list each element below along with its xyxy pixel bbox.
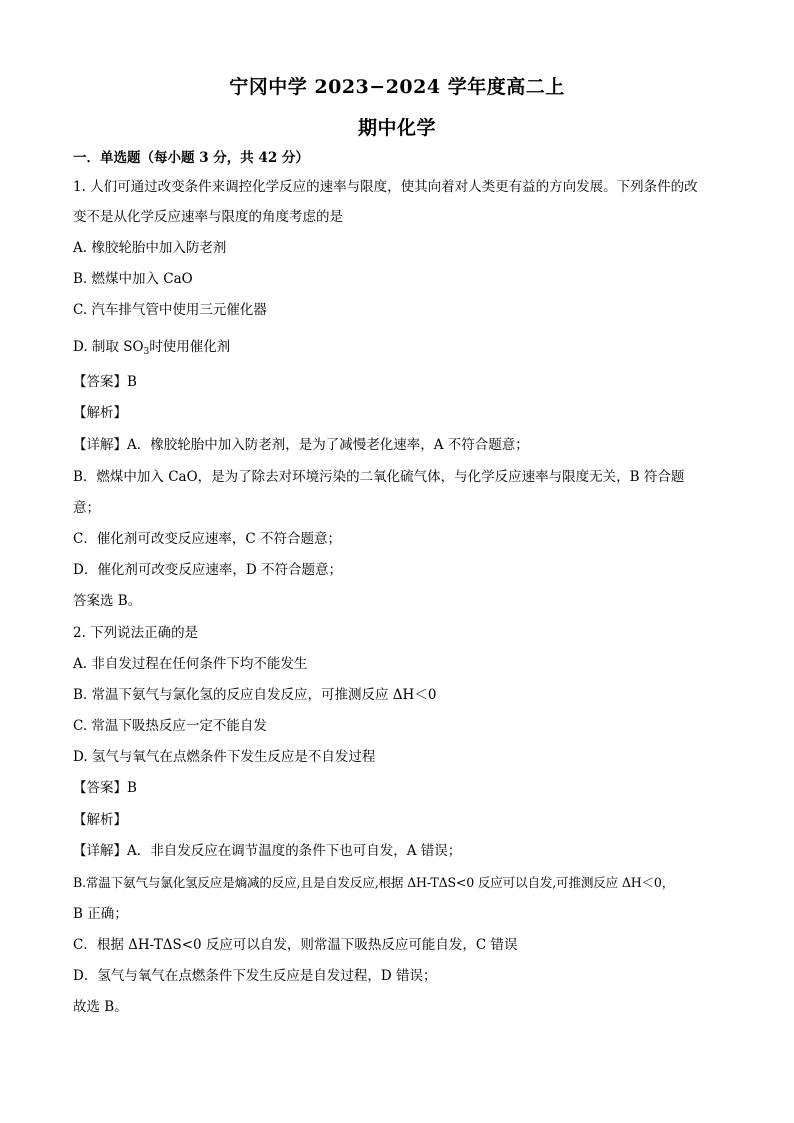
q2-option-d: D. 氢气与氧气在点燃条件下发生反应是不自发过程 bbox=[73, 749, 376, 765]
q1-option-d bbox=[73, 338, 733, 361]
q2-detail-c: C．根据 ΔH-TΔS<0 反应可以自发，则常温下吸热反应可能自发，C 错误 bbox=[73, 937, 518, 953]
q1-option-d-prefix: D. 制取 bbox=[73, 339, 124, 355]
q2-analysis-label: 【解析】 bbox=[73, 812, 127, 828]
detail-label: 【详解】 bbox=[73, 843, 127, 859]
q1-detail-a: 【详解】A．橡胶轮胎中加入防老剂，是为了减慢老化速率，A 不符合题意； bbox=[73, 437, 529, 453]
q1-detail-c: C．催化剂可改变反应速率，C 不符合题意； bbox=[73, 531, 341, 547]
q2-detail-b-line2: B 正确； bbox=[73, 906, 128, 922]
q1-option-d-formula: $SO_3$ bbox=[123, 339, 150, 357]
q2-stem: 2. 下列说法正确的是 bbox=[73, 625, 199, 641]
answer-label: 【答案】 bbox=[73, 780, 127, 796]
q2-answer bbox=[73, 779, 733, 797]
q1-option-b: B. 燃煤中加入 CaO bbox=[73, 271, 193, 287]
doc-title-line2: 期中化学 bbox=[357, 117, 436, 139]
section-heading: 一．单选题（每小题 3 分，共 42 分） bbox=[73, 150, 309, 166]
q1-option-a: A. 橡胶轮胎中加入防老剂 bbox=[73, 240, 227, 256]
answer-value: B bbox=[127, 780, 137, 796]
q1-detail-b-line1: B．燃煤中加入 CaO，是为了除去对环境污染的二氧化硫气体，与化学反应速率与限度无关，B 符合题 bbox=[73, 469, 685, 485]
q2-detail-b-line1: B.常温下氨气与氯化氢反应是熵减的反应,且是自发反应,根据 ΔH-TΔS<0 反应可以自发,可推测反应 ΔH＜0， bbox=[73, 875, 675, 890]
answer-label: 【答案】 bbox=[73, 374, 127, 390]
q2-option-c: C. 常温下吸热反应一定不能自发 bbox=[73, 718, 267, 734]
q1-option-c: C. 汽车排气管中使用三元催化器 bbox=[73, 302, 267, 318]
q1-stem-line1: 1. 人们可通过改变条件来调控化学反应的速率与限度，使其向着对人类更有益的方向发展。下列条件的改 bbox=[73, 179, 698, 195]
q1-option-d-suffix: 时使用催化剂 bbox=[149, 339, 231, 355]
q1-analysis-label: 【解析】 bbox=[73, 405, 127, 421]
detail-label: 【详解】 bbox=[73, 437, 127, 453]
q1-stem-line2: 变不是从化学反应速率与限度的角度考虑的是 bbox=[73, 209, 343, 225]
q2-option-a: A. 非自发过程在任何条件下均不能发生 bbox=[73, 656, 308, 672]
doc-title-line1: 宁冈中学 2023−2024 学年度高二上 bbox=[229, 76, 565, 98]
q1-detail-b-line2: 意； bbox=[73, 500, 100, 516]
q1-detail-d: D．催化剂可改变反应速率，D 不符合题意； bbox=[73, 562, 342, 578]
q2-option-b: B. 常温下氨气与氯化氢的反应自发反应，可推测反应 ΔH＜0 bbox=[73, 687, 437, 703]
answer-value: B bbox=[127, 374, 137, 390]
q2-detail-d: D．氢气与氧气在点燃条件下发生反应是自发过程，D 错误； bbox=[73, 968, 437, 984]
q1-answer bbox=[73, 373, 733, 391]
q1-conclusion: 答案选 B。 bbox=[73, 593, 142, 609]
q2-detail-a: 【详解】A．非自发反应在调节温度的条件下也可自发，A 错误； bbox=[73, 843, 462, 859]
q2-conclusion: 故选 B。 bbox=[73, 999, 128, 1015]
